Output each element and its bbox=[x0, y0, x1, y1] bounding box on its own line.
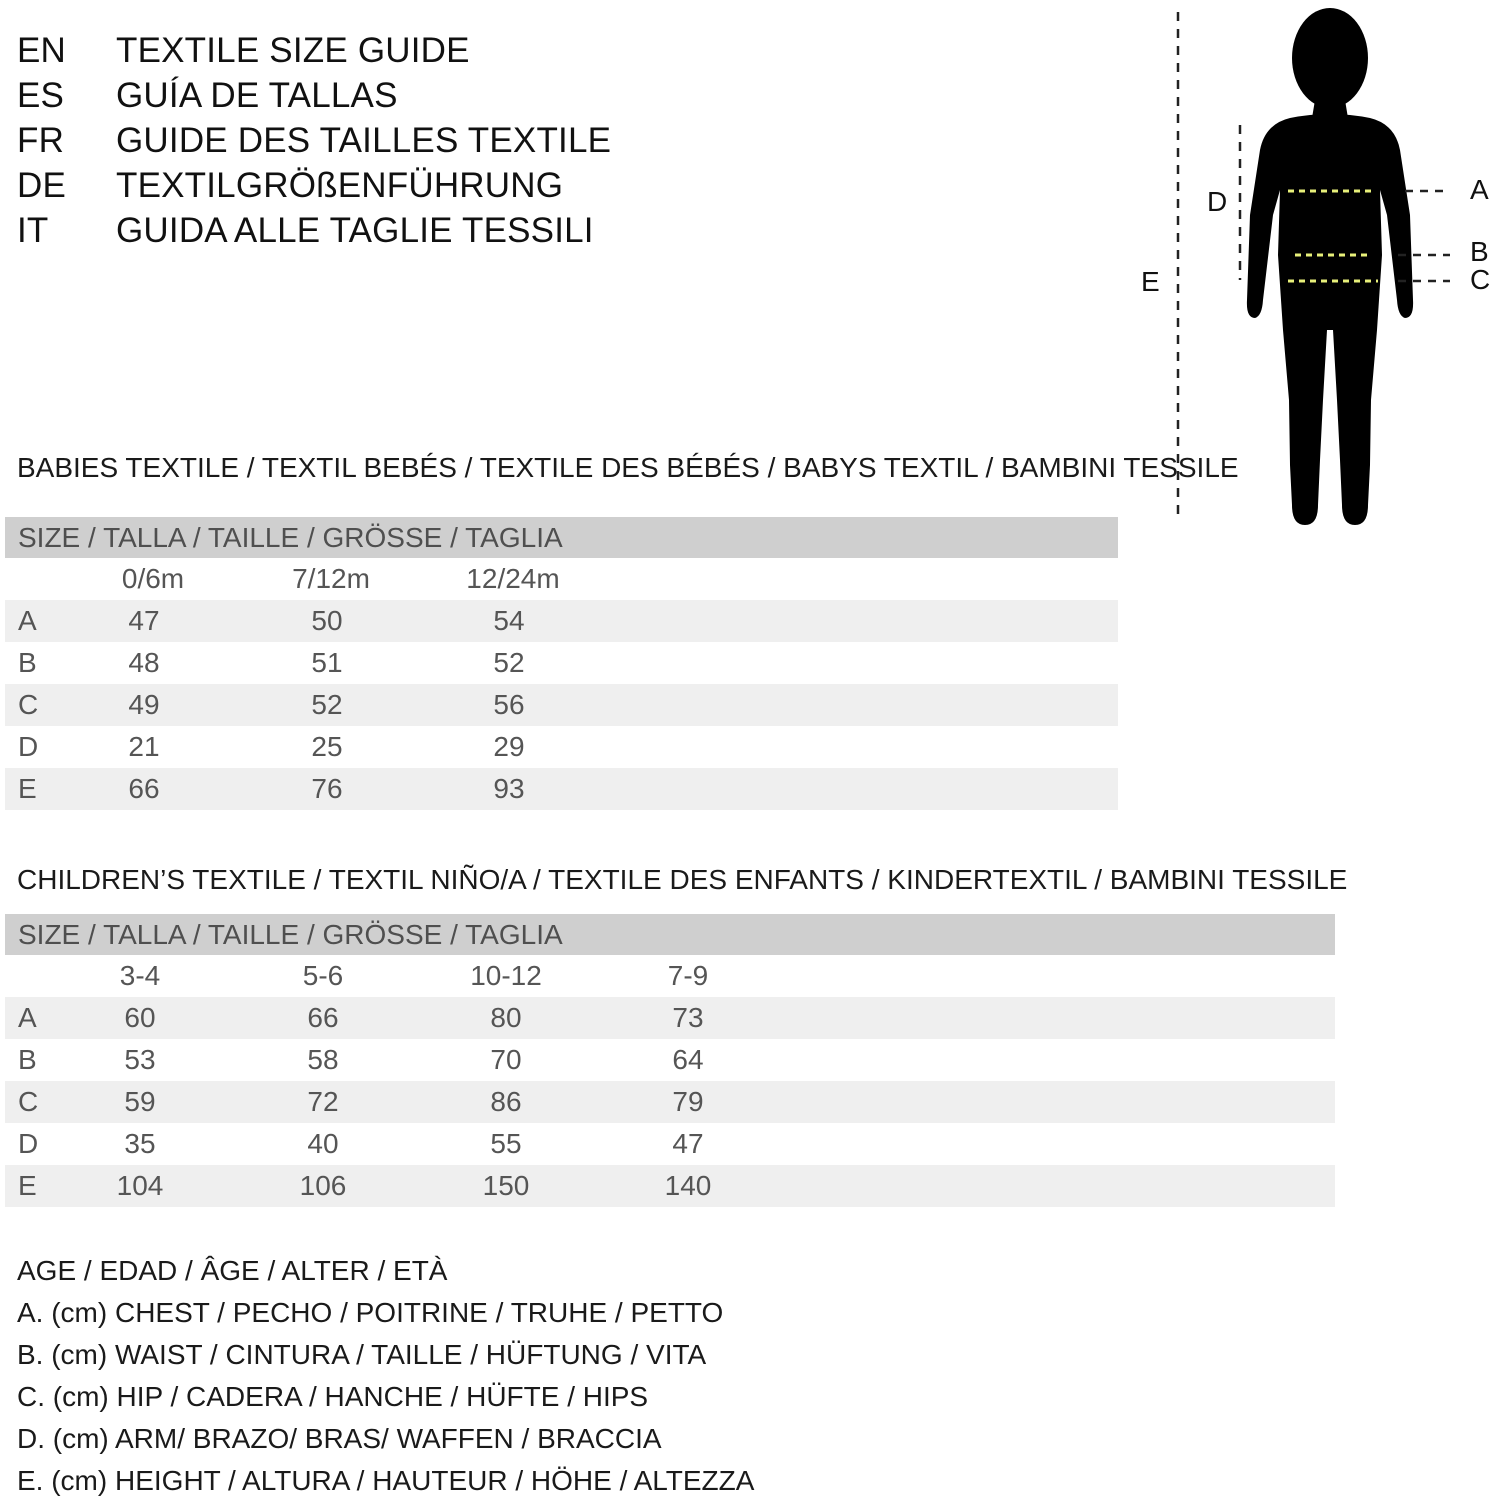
language-title: GUIDE DES TAILLES TEXTILE bbox=[116, 120, 612, 160]
silhouette bbox=[1247, 8, 1413, 525]
table-cell: 66 bbox=[128, 773, 160, 804]
table-cell: 47 bbox=[128, 605, 160, 636]
table-cell: 106 bbox=[299, 1170, 347, 1201]
table-cell: 60 bbox=[124, 1002, 156, 1033]
language-row-it bbox=[17, 208, 611, 253]
measurement-legend bbox=[17, 1250, 754, 1502]
table-row bbox=[5, 600, 1118, 642]
table-cell: 25 bbox=[311, 731, 343, 762]
table-cell: 58 bbox=[307, 1044, 339, 1075]
table-cell: 47 bbox=[672, 1128, 704, 1159]
language-title: GUIDA ALLE TAGLIE TESSILI bbox=[116, 210, 594, 250]
table-cell: 79 bbox=[672, 1086, 704, 1117]
size-column: 12/24m bbox=[466, 563, 560, 594]
row-label: C bbox=[18, 689, 39, 720]
language-code: ES bbox=[17, 75, 65, 115]
babies-size-table bbox=[5, 517, 1118, 810]
table-row bbox=[5, 726, 1118, 768]
child-silhouette-icon bbox=[1130, 0, 1493, 530]
table-cell: 59 bbox=[124, 1086, 156, 1117]
table-cell: 104 bbox=[116, 1170, 164, 1201]
table-cell: 51 bbox=[311, 647, 343, 678]
table-cell: 35 bbox=[124, 1128, 156, 1159]
table-cell: 80 bbox=[490, 1002, 522, 1033]
legend-height: E. (cm) HEIGHT / ALTURA / HAUTEUR / HÖHE / ALTEZZA bbox=[17, 1465, 755, 1496]
size-column: 7/12m bbox=[292, 563, 370, 594]
table-cell: 86 bbox=[490, 1086, 522, 1117]
size-header: SIZE / TALLA / TAILLE / GRÖSSE / TAGLIA bbox=[5, 517, 1118, 558]
table-row bbox=[5, 768, 1118, 810]
children-size-table bbox=[5, 914, 1335, 1207]
size-column: 10-12 bbox=[470, 960, 542, 991]
language-title-list bbox=[17, 28, 611, 253]
row-label: B bbox=[18, 647, 37, 678]
table-cell: 53 bbox=[124, 1044, 156, 1075]
babies-section-title: BABIES TEXTILE / TEXTIL BEBÉS / TEXTILE DES BÉBÉS / BABYS TEXTIL / BAMBINI TESSILE bbox=[17, 452, 1239, 483]
table-cell: 48 bbox=[128, 647, 160, 678]
label-e: E bbox=[1141, 266, 1160, 297]
language-title: GUÍA DE TALLAS bbox=[116, 75, 398, 115]
language-row-de bbox=[17, 163, 611, 208]
label-d: D bbox=[1207, 186, 1228, 217]
table-cell: 73 bbox=[672, 1002, 704, 1033]
size-columns-row bbox=[5, 955, 1335, 997]
language-row-es bbox=[17, 73, 611, 118]
legend-hip: C. (cm) HIP / CADERA / HANCHE / HÜFTE / HIPS bbox=[17, 1381, 649, 1412]
legend-arm: D. (cm) ARM/ BRAZO/ BRAS/ WAFFEN / BRACCIA bbox=[17, 1423, 662, 1454]
table-row bbox=[5, 1039, 1335, 1081]
language-code: DE bbox=[17, 165, 67, 205]
table-cell: 56 bbox=[493, 689, 525, 720]
table-cell: 40 bbox=[307, 1128, 339, 1159]
row-label: E bbox=[18, 1170, 37, 1201]
row-label: D bbox=[18, 1128, 39, 1159]
row-label: A bbox=[18, 605, 37, 636]
size-column: 7-9 bbox=[667, 960, 709, 991]
size-column: 5-6 bbox=[302, 960, 344, 991]
table-cell: 76 bbox=[311, 773, 343, 804]
children-section-title: CHILDREN’S TEXTILE / TEXTIL NIÑO/A / TEXTILE DES ENFANTS / KINDERTEXTIL / BAMBINI TESSILE bbox=[17, 864, 1348, 895]
legend-chest: A. (cm) CHEST / PECHO / POITRINE / TRUHE / PETTO bbox=[17, 1297, 724, 1328]
row-label: E bbox=[18, 773, 37, 804]
table-cell: 29 bbox=[493, 731, 525, 762]
row-label: D bbox=[18, 731, 39, 762]
table-cell: 54 bbox=[493, 605, 525, 636]
table-cell: 66 bbox=[307, 1002, 339, 1033]
table-row bbox=[5, 1123, 1335, 1165]
body-measurement-figure bbox=[1130, 0, 1493, 530]
table-row bbox=[5, 997, 1335, 1039]
table-cell: 52 bbox=[493, 647, 525, 678]
row-label: B bbox=[18, 1044, 37, 1075]
language-title: TEXTILE SIZE GUIDE bbox=[116, 30, 470, 70]
table-row bbox=[5, 684, 1118, 726]
legend-age: AGE / EDAD / ÂGE / ALTER / ETÀ bbox=[17, 1255, 448, 1286]
language-row-fr bbox=[17, 118, 611, 163]
language-title: TEXTILGRÖßENFÜHRUNG bbox=[116, 165, 564, 205]
table-cell: 70 bbox=[490, 1044, 522, 1075]
row-label: C bbox=[18, 1086, 39, 1117]
language-code: FR bbox=[17, 120, 65, 160]
label-c: C bbox=[1470, 264, 1491, 295]
table-cell: 55 bbox=[490, 1128, 522, 1159]
label-b: B bbox=[1470, 236, 1489, 267]
size-header: SIZE / TALLA / TAILLE / GRÖSSE / TAGLIA bbox=[5, 914, 1335, 955]
language-code: EN bbox=[17, 30, 67, 70]
table-row bbox=[5, 1081, 1335, 1123]
language-code: IT bbox=[17, 210, 49, 250]
table-cell: 21 bbox=[128, 731, 160, 762]
table-cell: 72 bbox=[307, 1086, 339, 1117]
table-cell: 93 bbox=[493, 773, 525, 804]
table-row bbox=[5, 1165, 1335, 1207]
legend-waist: B. (cm) WAIST / CINTURA / TAILLE / HÜFTUNG / VITA bbox=[17, 1339, 707, 1370]
size-column: 0/6m bbox=[121, 563, 185, 594]
table-cell: 50 bbox=[311, 605, 343, 636]
language-row-en bbox=[17, 28, 611, 73]
label-a: A bbox=[1470, 174, 1489, 205]
table-cell: 64 bbox=[672, 1044, 704, 1075]
size-column: 3-4 bbox=[119, 960, 161, 991]
table-cell: 150 bbox=[482, 1170, 530, 1201]
table-cell: 52 bbox=[311, 689, 343, 720]
table-cell: 49 bbox=[128, 689, 160, 720]
row-label: A bbox=[18, 1002, 37, 1033]
size-columns-row bbox=[5, 558, 1118, 600]
table-cell: 140 bbox=[664, 1170, 712, 1201]
table-row bbox=[5, 642, 1118, 684]
